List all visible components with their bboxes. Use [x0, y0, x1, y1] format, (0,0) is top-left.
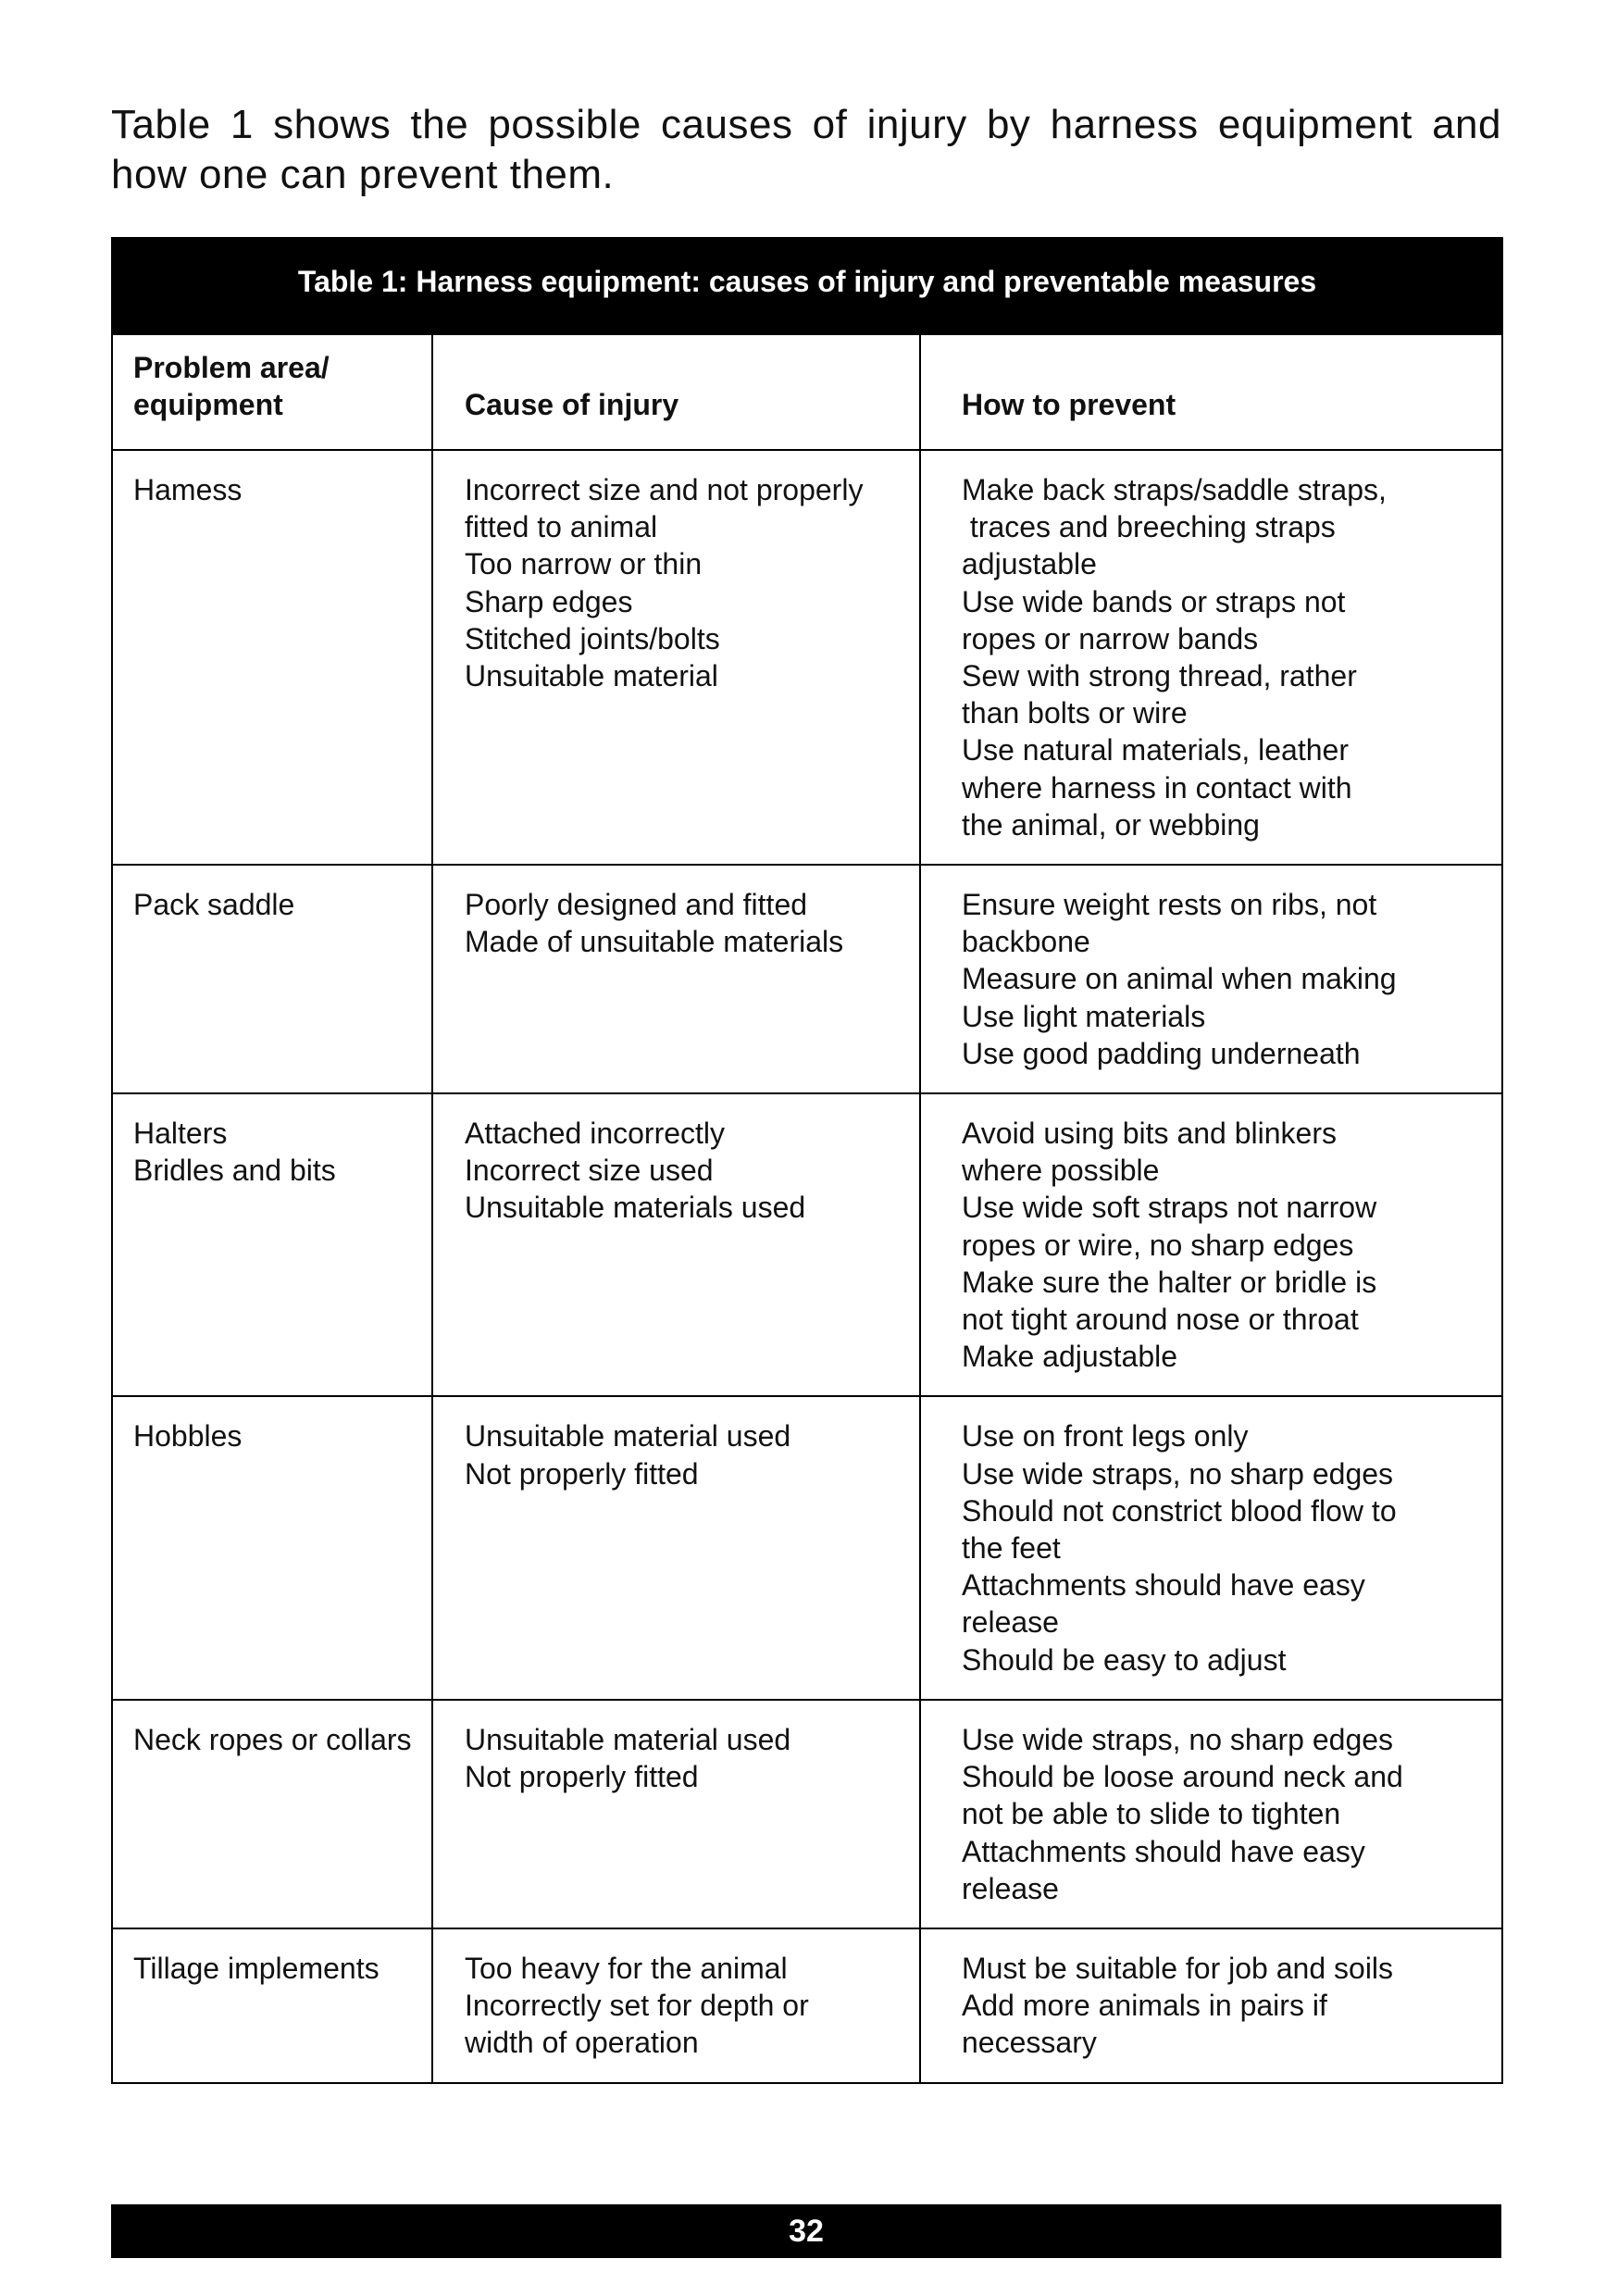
cell-how-to-prevent: [920, 1928, 1502, 2083]
cell-cause-of-injury-line: Unsuitable materials used: [465, 1191, 806, 1225]
cell-how-to-prevent-line: necessary: [962, 2026, 1097, 2060]
cell-cause-of-injury-line: Stitched joints/bolts: [465, 621, 720, 655]
intro-paragraph: Table 1 shows the possible causes of injury by harness equipment and how one can prevent them.: [111, 102, 1501, 197]
cell-how-to-prevent-line: Should not constrict blood flow to: [962, 1493, 1397, 1528]
cell-how-to-prevent-line: Use wide straps, no sharp edges: [962, 1722, 1394, 1756]
header-problem-area-line: equipment: [133, 388, 283, 421]
cell-how-to-prevent-line: Make adjustable: [962, 1340, 1178, 1374]
cell-cause-of-injury-line: Too narrow or thin: [465, 547, 703, 581]
cell-problem-area: [112, 1928, 432, 2083]
cell-how-to-prevent-line: the animal, or webbing: [962, 807, 1260, 842]
cell-how-to-prevent-line: release: [962, 1605, 1059, 1640]
cell-how-to-prevent: [920, 1396, 1502, 1699]
cell-how-to-prevent: [920, 450, 1502, 865]
cell-problem-area-line: Halters: [133, 1117, 228, 1151]
cell-cause-of-injury-line: Unsuitable material used: [465, 1419, 791, 1454]
cell-how-to-prevent-line: Attachments should have easy: [962, 1568, 1365, 1603]
cell-cause-of-injury-line: Incorrect size used: [465, 1154, 714, 1188]
cell-problem-area: [112, 1396, 432, 1699]
cell-how-to-prevent-line: Use light materials: [962, 999, 1206, 1033]
cell-problem-area: [112, 865, 432, 1093]
page-footer-bar: [111, 2204, 1501, 2258]
cell-cause-of-injury: [432, 450, 920, 865]
cell-how-to-prevent-line: Use on front legs only: [962, 1419, 1249, 1454]
table-row: [112, 1093, 1502, 1396]
header-cause-of-injury: Cause of injury: [432, 334, 920, 450]
cell-how-to-prevent-line: ropes or narrow bands: [962, 621, 1259, 655]
cell-how-to-prevent-line: than bolts or wire: [962, 696, 1188, 730]
page-number: 32: [789, 2214, 824, 2249]
table-row: [112, 450, 1502, 865]
cell-how-to-prevent-line: Make sure the halter or bridle is: [962, 1265, 1377, 1299]
table-row: [112, 1700, 1502, 1928]
cell-how-to-prevent-line: traces and breeching straps: [962, 510, 1336, 544]
cell-cause-of-injury-line: Sharp edges: [465, 584, 633, 618]
cell-cause-of-injury-line: Not properly fitted: [465, 1760, 699, 1794]
cell-problem-area: [112, 450, 432, 865]
cell-how-to-prevent: [920, 1700, 1502, 1928]
header-how-to-prevent: How to prevent: [920, 334, 1502, 450]
table-body: [112, 450, 1502, 2083]
cell-cause-of-injury-line: Incorrectly set for depth or: [465, 1989, 809, 2023]
cell-how-to-prevent-line: Measure on animal when making: [962, 962, 1397, 996]
cell-how-to-prevent-line: Use wide bands or straps not: [962, 584, 1346, 618]
cell-how-to-prevent-line: release: [962, 1871, 1059, 1905]
table-caption-row: [112, 238, 1502, 334]
cell-problem-area-line: Hamess: [133, 473, 243, 506]
cell-cause-of-injury: [432, 1093, 920, 1396]
cell-problem-area-line: Hobbles: [133, 1419, 243, 1454]
cell-how-to-prevent: [920, 1093, 1502, 1396]
header-problem-area-line: Problem area/: [133, 351, 330, 384]
cell-cause-of-injury-line: Unsuitable material: [465, 659, 718, 693]
table-row: [112, 1396, 1502, 1699]
cell-how-to-prevent-line: Attachments should have easy: [962, 1834, 1365, 1868]
cell-how-to-prevent: [920, 865, 1502, 1093]
table-row: [112, 1928, 1502, 2083]
cell-problem-area-line: Bridles and bits: [133, 1154, 336, 1188]
cell-how-to-prevent-line: adjustable: [962, 547, 1097, 581]
cell-how-to-prevent-line: where possible: [962, 1154, 1160, 1188]
cell-cause-of-injury: [432, 1396, 920, 1699]
cell-problem-area-line: Neck ropes or collars: [133, 1722, 412, 1756]
cell-how-to-prevent-line: Ensure weight rests on ribs, not: [962, 888, 1377, 922]
cell-cause-of-injury: [432, 1928, 920, 2083]
cell-how-to-prevent-line: Add more animals in pairs if: [962, 1989, 1327, 2023]
cell-how-to-prevent-line: Use good padding underneath: [962, 1036, 1361, 1070]
cell-how-to-prevent-line: Sew with strong thread, rather: [962, 659, 1357, 693]
cell-how-to-prevent-line: Should be loose around neck and: [962, 1760, 1403, 1794]
cell-cause-of-injury-line: Attached incorrectly: [465, 1117, 726, 1151]
cell-cause-of-injury-line: width of operation: [465, 2026, 699, 2060]
cell-cause-of-injury-line: Unsuitable material used: [465, 1722, 791, 1756]
table-caption: Table 1: Harness equipment: causes of injury and preventable measures: [112, 238, 1502, 334]
cell-how-to-prevent-line: Avoid using bits and blinkers: [962, 1117, 1337, 1151]
cell-how-to-prevent-line: ropes or wire, no sharp edges: [962, 1228, 1354, 1262]
cell-how-to-prevent-line: Use wide soft straps not narrow: [962, 1191, 1377, 1225]
cell-how-to-prevent-line: backbone: [962, 925, 1090, 959]
cell-how-to-prevent-line: the feet: [962, 1531, 1061, 1566]
cell-cause-of-injury: [432, 1700, 920, 1928]
cell-how-to-prevent-line: not be able to slide to tighten: [962, 1797, 1341, 1831]
table-header-row: [112, 334, 1502, 450]
cell-cause-of-injury-line: Not properly fitted: [465, 1456, 699, 1491]
header-problem-area: [112, 334, 432, 450]
cell-how-to-prevent-line: Make back straps/saddle straps,: [962, 473, 1387, 506]
cell-cause-of-injury-line: Poorly designed and fitted: [465, 888, 808, 922]
cell-cause-of-injury: [432, 865, 920, 1093]
cell-cause-of-injury-line: Incorrect size and not properly: [465, 473, 864, 506]
cell-how-to-prevent-line: not tight around nose or throat: [962, 1303, 1359, 1337]
cell-cause-of-injury-line: Too heavy for the animal: [465, 1951, 788, 1985]
cell-cause-of-injury-line: fitted to animal: [465, 510, 658, 544]
cell-problem-area-line: Pack saddle: [133, 888, 295, 922]
cell-how-to-prevent-line: Must be suitable for job and soils: [962, 1951, 1394, 1985]
cell-how-to-prevent-line: Should be easy to adjust: [962, 1642, 1287, 1677]
cell-cause-of-injury-line: Made of unsuitable materials: [465, 925, 844, 959]
cell-problem-area: [112, 1093, 432, 1396]
injury-prevention-table: [111, 237, 1503, 2084]
cell-problem-area: [112, 1700, 432, 1928]
cell-problem-area-line: Tillage implements: [133, 1951, 380, 1985]
table-row: [112, 865, 1502, 1093]
cell-how-to-prevent-line: where harness in contact with: [962, 770, 1352, 805]
cell-how-to-prevent-line: Use wide straps, no sharp edges: [962, 1456, 1394, 1491]
cell-how-to-prevent-line: Use natural materials, leather: [962, 733, 1349, 767]
injury-prevention-table-container: [111, 237, 1501, 2084]
